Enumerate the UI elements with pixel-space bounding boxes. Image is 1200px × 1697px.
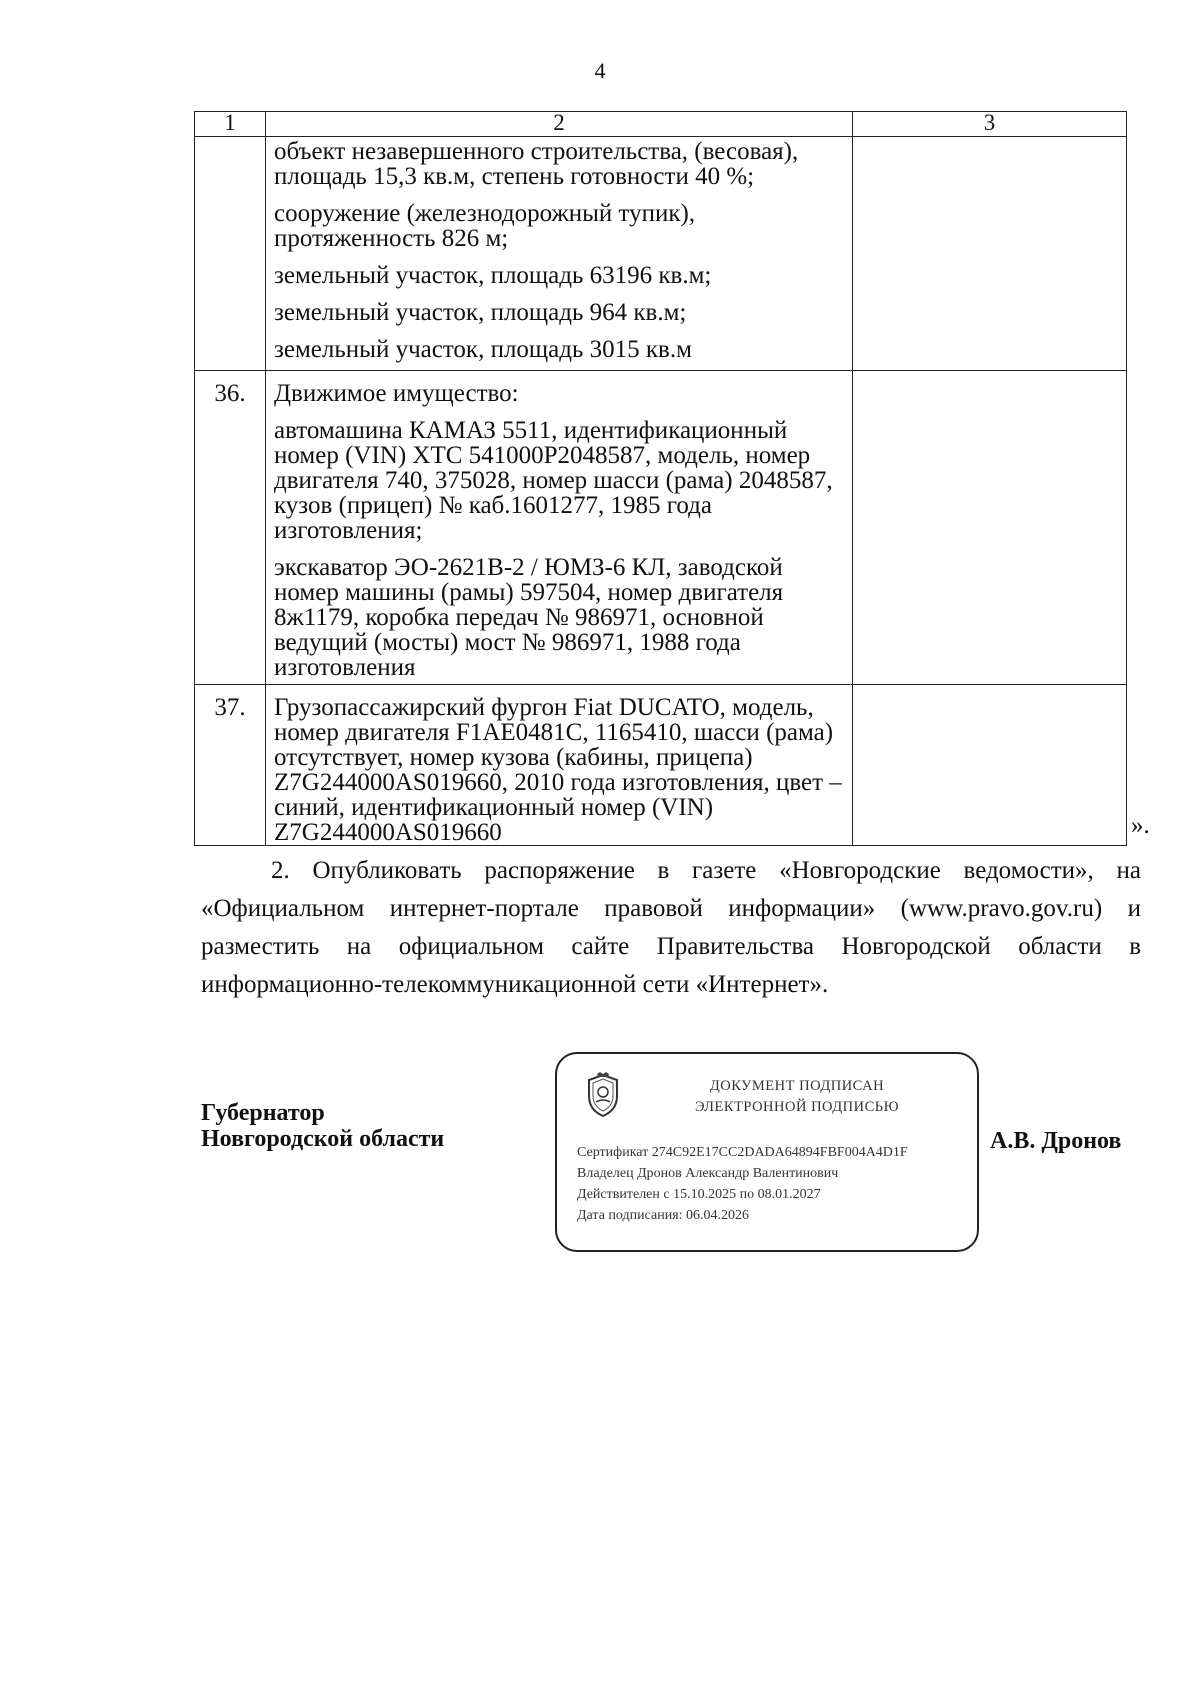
certificate-validity: Действителен с 15.10.2025 по 08.01.2027 (577, 1187, 821, 1202)
row-description (266, 685, 853, 846)
property-table (194, 111, 1127, 846)
row-paragraph: автомашина КАМАЗ 5511, идентификационный номер (VIN) XTC 541000P2048587, модель, номер двигателя 740, 375028, номер шасси (рама) 2048587, кузов (прицеп) № каб.1601277, 1985 года изготовления; (274, 417, 833, 544)
row-paragraph: сооружение (железнодорожный тупик), протяженность 826 м; (274, 200, 696, 252)
stamp-title-line: ДОКУМЕНТ ПОДПИСАН (709, 1078, 885, 1094)
closing-quote: ». (1131, 812, 1150, 839)
certificate-number: Сертификат 274C92E17CC2DADA64894FBF004A4D1F (577, 1145, 908, 1160)
electronic-signature-stamp (555, 1052, 979, 1252)
table-header-cell: 2 (266, 112, 853, 137)
row-paragraph: объект незавершенного строительства, (весовая), площадь 15,3 кв.м, степень готовности 40 %; (274, 138, 799, 190)
row-paragraph: Движимое имущество: (274, 380, 519, 407)
table-row (195, 371, 1127, 685)
coat-of-arms-icon (583, 1072, 623, 1118)
stamp-title-line: ЭЛЕКТРОННОЙ ПОДПИСЬЮ (694, 1099, 900, 1115)
table-header-cell: 1 (195, 112, 266, 137)
table-row (195, 137, 1127, 371)
row-paragraph: земельный участок, площадь 63196 кв.м; (274, 262, 712, 289)
row-description (266, 371, 853, 685)
row-number (195, 137, 266, 371)
table-row (195, 685, 1127, 846)
page-number: 4 (594, 58, 606, 83)
certificate-owner: Владелец Дронов Александр Валентинович (577, 1166, 839, 1181)
paragraph-2-text: 2. Опубликовать распоряжение в газете «Новгородские ведомости», на «Официальном интернет-портале правовой информации» (www.pravo.gov.ru) и разместить на официальном сайте Правительства Новгородской области в информационно-телекоммуникационной сети «Интернет». (201, 857, 1141, 998)
signatory-name: А.В. Дронов (990, 1128, 1122, 1154)
signatory-position (201, 1100, 444, 1152)
position-line: Губернатор (201, 1100, 325, 1126)
stamp-title (647, 1076, 947, 1118)
row-number: 36. (195, 371, 266, 685)
row-number: 37. (195, 685, 266, 846)
paragraph-2 (201, 852, 1141, 1004)
row-col3 (853, 685, 1127, 846)
row-paragraph: экскаватор ЭО-2621В-2 / ЮМЗ-6 КЛ, заводской номер машины (рамы) 597504, номер двигателя 8ж1179, коробка передач № 986971, основной ведущий (мосты) мост № 986971, 1988 года изготовления (274, 554, 784, 681)
row-paragraph: земельный участок, площадь 964 кв.м; (274, 299, 687, 326)
table-header-cell: 3 (853, 112, 1127, 137)
position-line: Новгородской области (201, 1126, 445, 1152)
row-description (266, 137, 853, 371)
row-paragraph: Грузопассажирский фургон Fiat DUCATO, модель, номер двигателя F1AE0481C, 1165410, шасси (рама) отсутствует, номер кузова (кабины, прицепа) Z7G244000AS019660, 2010 года изготовления, цвет – синий, идентификационный номер (VIN) Z7G244000AS019660 (274, 694, 842, 846)
table-header-row (195, 112, 1127, 137)
row-col3 (853, 137, 1127, 371)
row-col3 (853, 371, 1127, 685)
row-paragraph: земельный участок, площадь 3015 кв.м (274, 336, 692, 363)
stamp-info (577, 1142, 908, 1226)
signing-date: Дата подписания: 06.04.2026 (577, 1208, 750, 1223)
